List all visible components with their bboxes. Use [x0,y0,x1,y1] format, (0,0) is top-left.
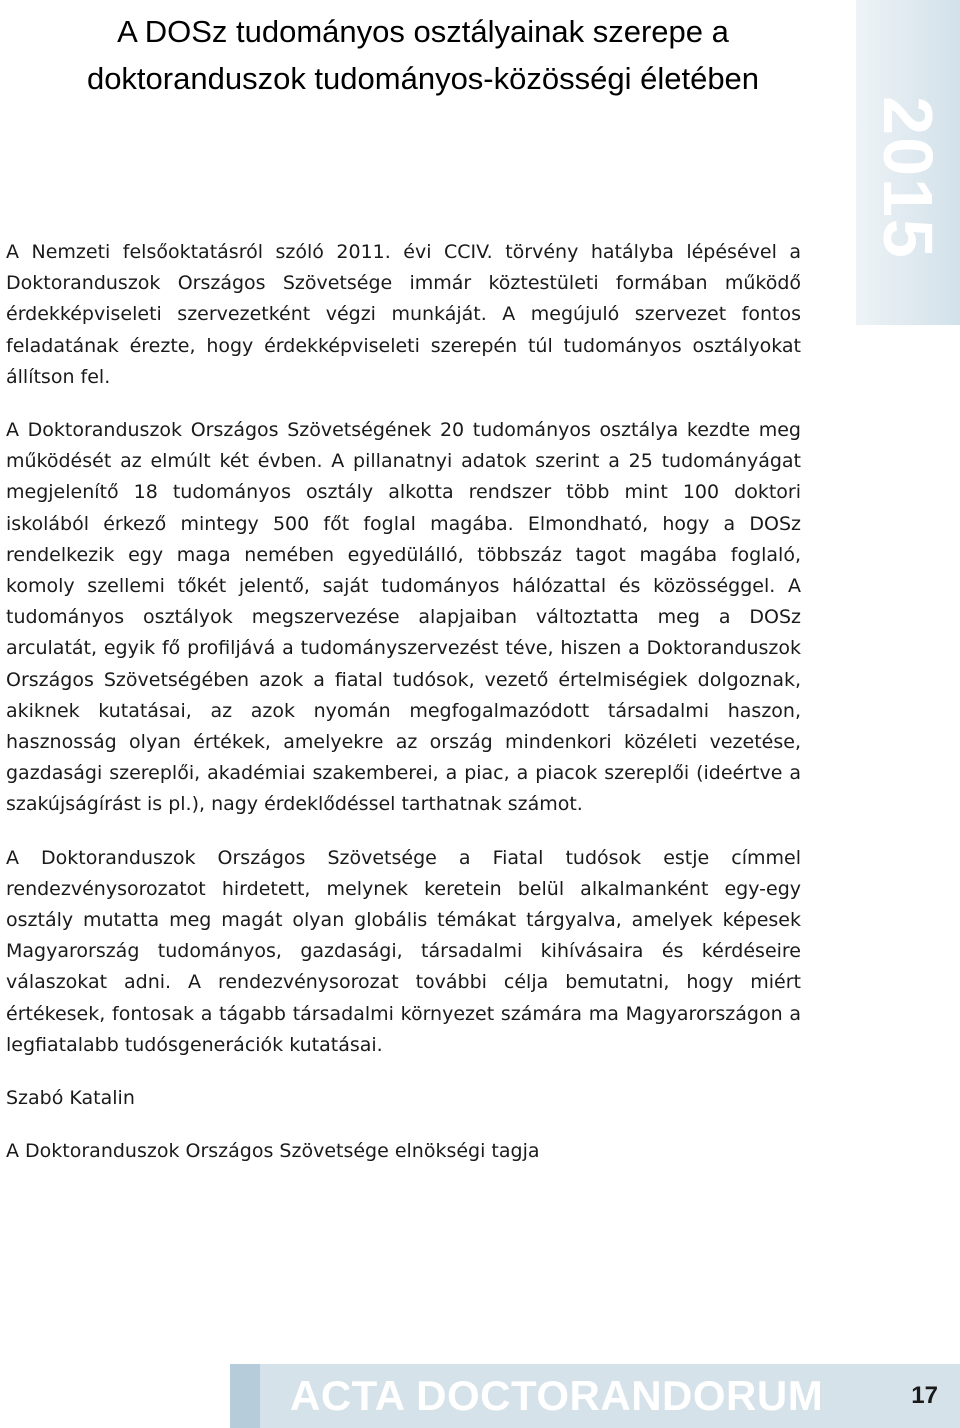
article-body [6,237,801,1189]
author-name: Szabó Katalin [6,1087,135,1110]
footer-band [230,1364,960,1428]
journal-name: ACTA DOCTORANDORUM [290,1372,824,1419]
author-role: A Doktoranduszok Országos Szövetsége elnökségi tagja [6,1140,540,1163]
paragraph-event-series: A Doktoranduszok Országos Szövetsége a Fiatal tudósok estje címmel rendezvénysorozatot hirdetett, melynek keretein belül alkalmanként egy-egy osztály mutatta meg magát olyan globális témákat tárgyalva, amelyek képesek Magyarország tudományos, gazdasági, társadalmi kihívásaira és kérdéseire válaszokat adni. A rendezvénysorozat további célja bemutatni, hogy miért értékesek, fontosak a tágabb társadalmi környezet számára ma Magyarországon a legfiatalabb tudósgenerációk kutatásai. [6,846,801,1056]
paragraph-intro: A Nemzeti felsőoktatásról szóló 2011. évi CCIV. törvény hatályba lépésével a Doktoranduszok Országos Szövetsége immár köztestületi formában működő érdekképviseleti szervezetként végzi munkáját. A megújuló szervezet fontos feladatának érezte, hogy érdekképviseleti szerepén túl tudományos osztályokat állítson fel. [6,241,801,388]
page-number: 17 [911,1382,938,1409]
paragraph-sections: A Doktoranduszok Országos Szövetségének 20 tudományos osztálya kezdte meg működését az elmúlt két évben. A pillanatnyi adatok szerint a 25 tudományágat megjelenítő 18 tudományos osztály alkotta rendszer több mint 100 doktori iskolából érkező mintegy 500 főt foglal magába. Elmondható, hogy a DOSz rendelkezik egy maga nemében egyedülálló, többszáz tagot magába foglaló, komoly szellemi tőkét jelentő, saját tudományos hálózattal és közösséggel. A tudományos osztályok megszervezése alapjaiban változtatta meg a DOSz arculatát, egyik fő profiljává a tudományszervezést téve, hiszen a Doktoranduszok Országos Szövetségében azok a fiatal tudósok, vezető értelmiségiek dolgoznak, akiknek kutatásai, az azok nyomán megfogalmazódott társadalmi haszon, hasznosság olyan értékek, amelyekre az ország mindenkori közéleti vezetése, gazdasági szereplői, akadémiai szakemberei, a piac, a piacok szereplői (ideértve a szakújságírást is pl.), nagy érdeklődéssel tarthatnak számot. [6,419,801,816]
year-label: 2015 [869,96,947,260]
footer-accent-stripe [230,1364,260,1428]
article-title: A DOSz tudományos osztályainak szerepe a doktoranduszok tudományos-közösségi életében [86,14,760,96]
